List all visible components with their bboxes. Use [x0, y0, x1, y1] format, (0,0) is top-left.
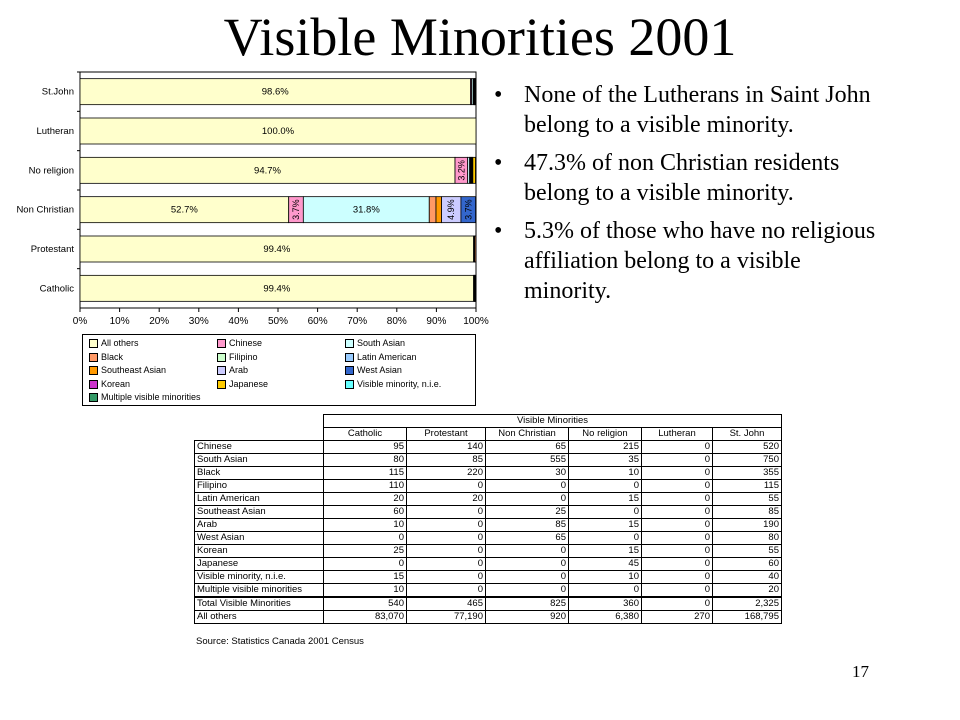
table-row — [195, 506, 782, 519]
data-label: 100.0% — [261, 126, 295, 137]
table-cell: 55 — [713, 545, 782, 558]
row-label: Black — [195, 467, 324, 480]
legend-swatch — [217, 366, 226, 375]
x-tick-label: 80% — [386, 316, 407, 327]
legend-swatch — [345, 339, 354, 348]
table-cell: 0 — [324, 532, 407, 545]
table-cell: 0 — [407, 532, 486, 545]
x-tick-label: 60% — [307, 316, 328, 327]
table-cell: 0 — [642, 506, 713, 519]
table-column-header: Protestant — [407, 428, 486, 441]
table-cell: 60 — [713, 558, 782, 571]
legend-label: Arab — [229, 365, 249, 375]
bullet-list — [492, 80, 892, 314]
table-cell: 85 — [486, 519, 569, 532]
bullet-item: • 47.3% of non Christian residents belong to a visible minority. — [492, 148, 892, 208]
table-cell: 10 — [569, 467, 642, 480]
row-label: Southeast Asian — [195, 506, 324, 519]
legend-item — [345, 351, 417, 363]
legend-item — [217, 364, 248, 376]
table-cell: 920 — [486, 611, 569, 624]
table-row — [195, 545, 782, 558]
table-column-header: No religion — [569, 428, 642, 441]
legend-swatch — [89, 339, 98, 348]
data-label: 3.7% — [291, 199, 302, 220]
table-cell: 65 — [486, 441, 569, 454]
legend-swatch — [217, 353, 226, 362]
table-cell: 15 — [569, 519, 642, 532]
table-cell: 220 — [407, 467, 486, 480]
category-label: Protestant — [30, 244, 74, 255]
table-cell: 0 — [642, 597, 713, 611]
table-cell: 10 — [324, 584, 407, 598]
table-source-note: Source: Statistics Canada 2001 Census — [196, 636, 364, 647]
table-cell: 15 — [569, 545, 642, 558]
legend-swatch — [89, 366, 98, 375]
row-label: Latin American — [195, 493, 324, 506]
table-cell: 85 — [407, 454, 486, 467]
table-cell: 55 — [713, 493, 782, 506]
table-cell: 40 — [713, 571, 782, 584]
category-label: Non Christian — [16, 204, 74, 216]
legend-item — [345, 378, 441, 390]
data-label: 31.8% — [352, 204, 380, 216]
legend-item — [89, 364, 166, 376]
bar-segment — [473, 157, 476, 183]
table-row — [195, 519, 782, 532]
table-total-row — [195, 611, 782, 624]
table-cell: 825 — [486, 597, 569, 611]
x-tick-label: 20% — [149, 316, 170, 327]
table-cell: 360 — [569, 597, 642, 611]
table-cell: 540 — [324, 597, 407, 611]
table-row — [195, 558, 782, 571]
table-cell: 20 — [407, 493, 486, 506]
table-column-header: Non Christian — [486, 428, 569, 441]
table-cell: 6,380 — [569, 611, 642, 624]
legend-label: Filipino — [229, 351, 258, 362]
table-row — [195, 571, 782, 584]
chart-legend — [82, 334, 476, 406]
legend-label: Black — [101, 351, 124, 362]
table-column-header: St. John — [713, 428, 782, 441]
table-cell: 0 — [407, 506, 486, 519]
data-label: 98.6% — [261, 86, 289, 98]
x-tick-label: 10% — [109, 316, 130, 327]
table-cell: 270 — [642, 611, 713, 624]
legend-item — [89, 391, 201, 403]
table-cell: 110 — [324, 480, 407, 493]
page-number: 17 — [852, 662, 869, 681]
category-label: No religion — [28, 165, 74, 177]
legend-item — [345, 364, 402, 376]
table-cell: 10 — [324, 519, 407, 532]
legend-item — [217, 337, 262, 349]
table-cell: 0 — [486, 493, 569, 506]
category-label: Catholic — [39, 283, 74, 295]
table-cell: 10 — [569, 571, 642, 584]
data-label: 4.9% — [446, 199, 457, 220]
table-total-row — [195, 597, 782, 611]
table-cell: 0 — [407, 584, 486, 598]
table-cell: 80 — [324, 454, 407, 467]
bar-segment — [436, 197, 442, 223]
table-cell: 0 — [642, 532, 713, 545]
row-label: West Asian — [195, 532, 324, 545]
legend-swatch — [345, 366, 354, 375]
table-cell: 45 — [569, 558, 642, 571]
x-tick-label: 30% — [188, 316, 209, 327]
table-cell: 0 — [642, 454, 713, 467]
table-cell: 20 — [324, 493, 407, 506]
legend-swatch — [345, 380, 354, 389]
legend-item — [345, 337, 405, 349]
legend-label: Southeast Asian — [101, 365, 167, 375]
x-tick-label: 70% — [347, 316, 368, 327]
table-cell: 168,795 — [713, 611, 782, 624]
legend-label: Multiple visible minorities — [101, 392, 201, 402]
table-cell: 555 — [486, 454, 569, 467]
row-label: All others — [195, 611, 324, 624]
row-label: Total Visible Minorities — [195, 597, 324, 611]
bar-segment — [476, 157, 477, 183]
table-cell: 25 — [324, 545, 407, 558]
table-cell: 0 — [407, 545, 486, 558]
x-tick-label: 100% — [463, 316, 489, 327]
category-label: St.John — [41, 86, 74, 98]
table-cell: 0 — [407, 480, 486, 493]
legend-item — [89, 378, 130, 390]
table-cell: 0 — [407, 571, 486, 584]
page-title: Visible Minorities 2001 — [223, 7, 737, 67]
table-column-header: Lutheran — [642, 428, 713, 441]
legend-swatch — [89, 380, 98, 389]
bar-segment — [475, 236, 476, 262]
legend-label: Japanese — [229, 378, 269, 389]
table-group-header: Visible Minorities — [324, 415, 782, 428]
table-cell: 15 — [569, 493, 642, 506]
table-cell: 0 — [642, 545, 713, 558]
data-label: 3.2% — [456, 160, 467, 181]
legend-item — [217, 378, 268, 390]
legend-label: South Asian — [357, 338, 406, 348]
x-tick-label: 0% — [72, 316, 88, 327]
table-cell: 0 — [642, 441, 713, 454]
legend-swatch — [89, 393, 98, 402]
table-cell: 85 — [713, 506, 782, 519]
legend-item — [89, 337, 139, 349]
table-row — [195, 480, 782, 493]
table-cell: 0 — [569, 532, 642, 545]
table-cell: 750 — [713, 454, 782, 467]
table-cell: 20 — [713, 584, 782, 598]
x-tick-label: 40% — [228, 316, 249, 327]
data-label: 99.4% — [263, 283, 291, 295]
table-cell: 465 — [407, 597, 486, 611]
table-cell: 0 — [486, 584, 569, 598]
table-cell: 0 — [324, 558, 407, 571]
visible-minorities-table — [194, 414, 782, 624]
table-cell: 0 — [642, 467, 713, 480]
legend-label: Chinese — [229, 338, 263, 348]
row-label: Korean — [195, 545, 324, 558]
row-label: Visible minority, n.i.e. — [195, 571, 324, 584]
row-label: Chinese — [195, 441, 324, 454]
table-row — [195, 454, 782, 467]
bar-segment — [475, 79, 476, 105]
legend-label: Visible minority, n.i.e. — [357, 378, 442, 389]
table-cell: 0 — [407, 519, 486, 532]
data-label: 52.7% — [170, 204, 198, 216]
legend-label: Latin American — [357, 351, 417, 362]
table-cell: 77,190 — [407, 611, 486, 624]
row-label: Japanese — [195, 558, 324, 571]
x-tick-label: 50% — [267, 316, 289, 327]
legend-swatch — [89, 353, 98, 362]
table-cell: 215 — [569, 441, 642, 454]
table-cell: 0 — [642, 519, 713, 532]
table-cell: 0 — [486, 571, 569, 584]
table-cell: 0 — [486, 558, 569, 571]
row-label: Multiple visible minorities — [195, 584, 324, 598]
bar-segment — [475, 275, 476, 301]
table-cell: 0 — [642, 571, 713, 584]
legend-item — [89, 351, 123, 363]
table-cell: 60 — [324, 506, 407, 519]
table-cell: 0 — [569, 584, 642, 598]
bar-segment — [429, 197, 436, 223]
bullet-item: • 5.3% of those who have no religious affiliation belong to a visible minority. — [492, 216, 892, 306]
table-cell: 83,070 — [324, 611, 407, 624]
table-row — [195, 441, 782, 454]
table-cell: 355 — [713, 467, 782, 480]
table-cell: 0 — [642, 584, 713, 598]
table-cell: 0 — [642, 480, 713, 493]
data-label: 3.7% — [463, 199, 474, 220]
table-row — [195, 493, 782, 506]
row-label: Arab — [195, 519, 324, 532]
table-cell: 15 — [324, 571, 407, 584]
legend-label: All others — [101, 338, 139, 348]
plot-area — [80, 72, 476, 308]
category-label: Lutheran — [36, 126, 74, 137]
table-column-header: Catholic — [324, 428, 407, 441]
table-cell: 115 — [713, 480, 782, 493]
table-cell: 140 — [407, 441, 486, 454]
row-label: Filipino — [195, 480, 324, 493]
table-cell: 35 — [569, 454, 642, 467]
bullet-item: • None of the Lutherans in Saint John belong to a visible minority. — [492, 80, 892, 140]
row-label: South Asian — [195, 454, 324, 467]
data-label: 99.4% — [263, 244, 291, 255]
data-label: 94.7% — [254, 165, 281, 177]
table-row — [195, 467, 782, 480]
table-corner — [195, 415, 324, 428]
table-cell: 65 — [486, 532, 569, 545]
legend-label: West Asian — [357, 365, 402, 375]
legend-swatch — [345, 353, 354, 362]
table-cell: 80 — [713, 532, 782, 545]
table-cell: 115 — [324, 467, 407, 480]
table-row — [195, 532, 782, 545]
table-row — [195, 584, 782, 598]
table-cell: 0 — [407, 558, 486, 571]
table-cell: 520 — [713, 441, 782, 454]
table-cell: 0 — [642, 493, 713, 506]
x-tick-label: 90% — [426, 316, 447, 327]
table-cell: 0 — [569, 480, 642, 493]
table-cell: 0 — [486, 480, 569, 493]
table-cell: 0 — [486, 545, 569, 558]
table-cell: 190 — [713, 519, 782, 532]
table-cell: 30 — [486, 467, 569, 480]
legend-swatch — [217, 380, 226, 389]
table-cell: 2,325 — [713, 597, 782, 611]
legend-label: Korean — [101, 378, 131, 389]
table-cell: 0 — [642, 558, 713, 571]
table-cell: 0 — [569, 506, 642, 519]
table-cell: 25 — [486, 506, 569, 519]
legend-swatch — [217, 339, 226, 348]
legend-item — [217, 351, 258, 363]
table-corner — [195, 428, 324, 441]
table-cell: 95 — [324, 441, 407, 454]
